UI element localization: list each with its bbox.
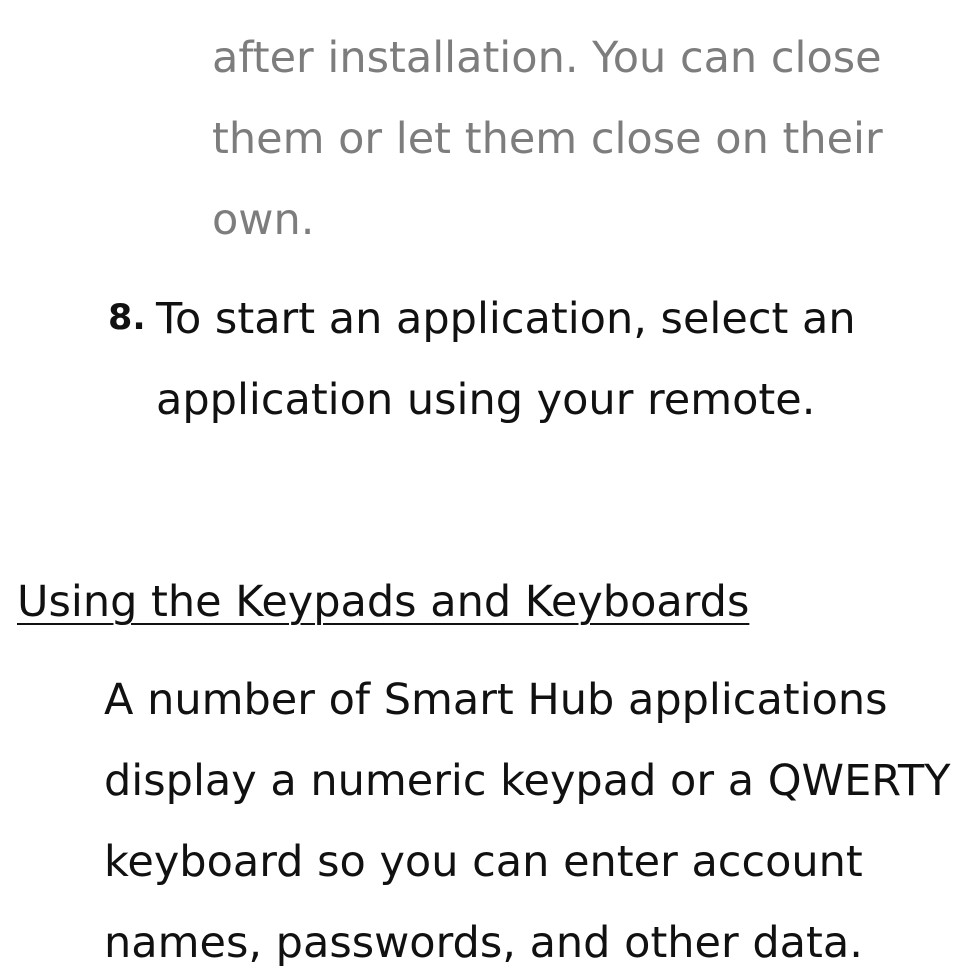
step-line: application using your remote. (156, 375, 816, 425)
step-number: 8. (108, 298, 146, 338)
paragraph-line: names, passwords, and other data. (104, 918, 863, 968)
step-line: To start an application, select an (156, 294, 856, 344)
note-line: own. (212, 195, 315, 245)
note-line: them or let them close on their (212, 114, 883, 164)
note-line: after installation. You can close (212, 33, 882, 83)
paragraph-line: display a numeric keypad or a QWERTY (104, 756, 951, 806)
section-heading: Using the Keypads and Keyboards (17, 577, 750, 627)
paragraph-line: A number of Smart Hub applications (104, 675, 888, 725)
paragraph-line: keyboard so you can enter account (104, 837, 863, 887)
